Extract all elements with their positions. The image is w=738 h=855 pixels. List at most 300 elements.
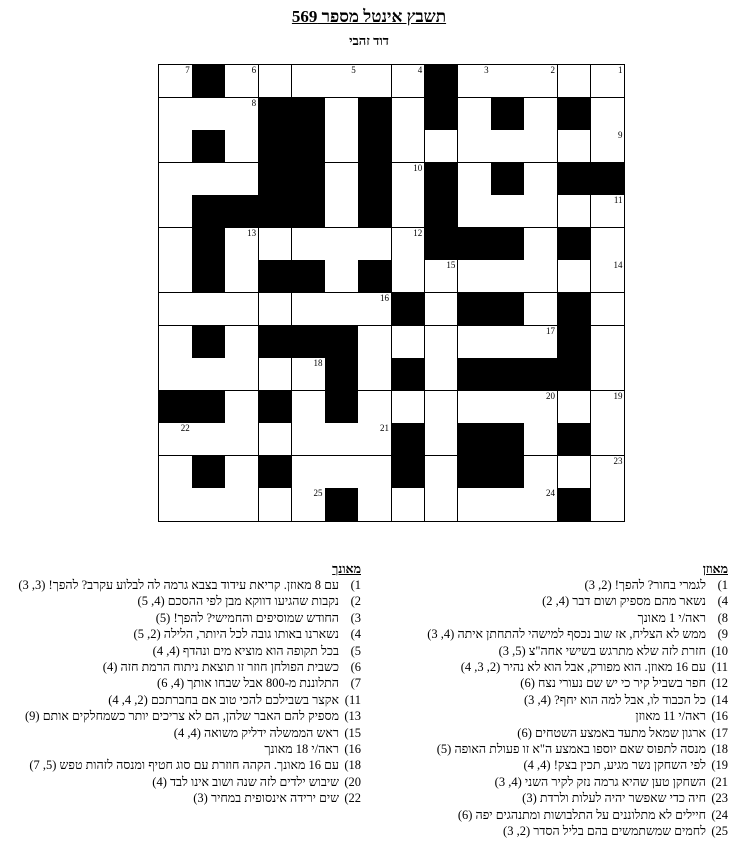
clue-text: ארגון שמאל מתעד באמצע השטחים (6) xyxy=(517,725,706,740)
grid-cell[interactable] xyxy=(458,391,492,424)
grid-cell[interactable] xyxy=(159,423,193,456)
clue-text: לפי השחקן נשר מגיע, תכין בצק! (4, 4) xyxy=(523,758,706,773)
grid-cell[interactable] xyxy=(159,65,193,98)
grid-cell-black xyxy=(425,228,459,261)
grid-cell[interactable] xyxy=(524,391,558,424)
cell-number: 19 xyxy=(613,390,623,401)
grid-cell[interactable] xyxy=(591,391,625,424)
grid-cell-black xyxy=(558,98,592,131)
grid-cell-black xyxy=(358,163,392,196)
clue-text: בכל תקופה הוא מוציא מים ונהדף (4, 4) xyxy=(152,643,339,658)
grid-cell[interactable] xyxy=(524,163,558,196)
grid-cell[interactable] xyxy=(325,195,359,228)
grid-cell[interactable] xyxy=(558,391,592,424)
grid-cell[interactable] xyxy=(392,195,426,228)
clue-text: עם 16 מאונך. הקהה חוזרת עם סוג חטיף ומנסה לזהות טפש (5, 7) xyxy=(29,758,339,773)
grid-cell-black xyxy=(458,456,492,489)
grid-cell[interactable] xyxy=(325,163,359,196)
grid-cell[interactable] xyxy=(524,228,558,261)
grid-cell[interactable] xyxy=(225,423,259,456)
grid-cell[interactable] xyxy=(591,423,625,456)
grid-cell-black xyxy=(292,163,326,196)
clue-item xyxy=(373,708,728,724)
grid-cell[interactable] xyxy=(225,65,259,98)
grid-cell-black xyxy=(325,326,359,359)
grid-cell-black xyxy=(192,65,226,98)
clue-item xyxy=(1,692,361,708)
grid-cell[interactable] xyxy=(392,326,426,359)
grid-cell[interactable] xyxy=(225,228,259,261)
clue-text: עם 8 מאוזן. קריאת עידוד בצבא גרמה לה לבלוע עקרב? להפך! (3, 3) xyxy=(18,578,339,592)
clue-item xyxy=(373,692,728,708)
grid-cell[interactable] xyxy=(225,163,259,196)
grid-cell[interactable] xyxy=(292,423,326,456)
grid-cell-black xyxy=(325,391,359,424)
grid-cell[interactable] xyxy=(558,65,592,98)
grid-cell-black xyxy=(558,358,592,391)
grid-cell[interactable] xyxy=(358,391,392,424)
grid-cell[interactable] xyxy=(325,456,359,489)
grid-cell[interactable] xyxy=(225,130,259,163)
grid-cell-black xyxy=(458,293,492,326)
grid-cell-black xyxy=(491,456,525,489)
grid-cell[interactable] xyxy=(458,488,492,521)
clue-text: חפר בשביל קיר כי יש שם נעורי נצח (6) xyxy=(520,676,706,691)
grid-cell[interactable] xyxy=(425,423,459,456)
down-clue-list xyxy=(1,577,361,807)
grid-cell[interactable] xyxy=(292,293,326,326)
grid-cell-black xyxy=(292,130,326,163)
grid-cell[interactable] xyxy=(292,456,326,489)
clue-text: השחקן טען שהיא גרמה נזק לקיר השני (4, 3) xyxy=(494,774,706,789)
grid-cell-black xyxy=(159,391,193,424)
grid-cell[interactable] xyxy=(358,228,392,261)
clue-number: 7) xyxy=(350,676,361,691)
clue-text: כשבית הפולחן חוזר זו תוצאת ניתוח הרמת חזה (4) xyxy=(102,660,339,675)
clue-item xyxy=(373,823,728,839)
cell-number: 11 xyxy=(613,195,623,206)
grid-cell[interactable] xyxy=(491,195,525,228)
clue-text: נקבות שהגיעו דווקא מבן לפי ההסכם (4, 5) xyxy=(137,594,339,609)
grid-cell-black xyxy=(192,456,226,489)
grid-cell[interactable] xyxy=(358,293,392,326)
grid-cell[interactable] xyxy=(159,456,193,489)
cell-number: 7 xyxy=(185,65,190,75)
cell-number: 5 xyxy=(351,65,356,75)
clue-number: 5) xyxy=(350,643,361,658)
grid-cell-black xyxy=(392,456,426,489)
clue-number: 25) xyxy=(711,824,728,839)
cell-number: 1 xyxy=(617,65,623,75)
grid-cell[interactable] xyxy=(259,488,293,521)
grid-cell-black xyxy=(491,163,525,196)
grid-cell[interactable] xyxy=(292,65,326,98)
clue-item xyxy=(373,577,728,593)
grid-cell-black xyxy=(192,260,226,293)
clue-item xyxy=(1,626,361,642)
cell-number: 23 xyxy=(613,455,623,466)
grid-cell[interactable] xyxy=(425,130,459,163)
clue-number: 16) xyxy=(711,709,728,724)
grid-cell[interactable] xyxy=(491,65,525,98)
clue-text: ממש לא הצליח, אז שוב נכסף למישהי להתחתן איתה (4, 3) xyxy=(427,627,706,642)
grid-cell[interactable] xyxy=(591,456,625,489)
grid-cell[interactable] xyxy=(225,358,259,391)
grid-cell[interactable] xyxy=(425,293,459,326)
grid-cell[interactable] xyxy=(325,260,359,293)
grid-cell[interactable] xyxy=(358,326,392,359)
grid-cell[interactable] xyxy=(491,391,525,424)
grid-cell[interactable] xyxy=(358,423,392,456)
grid-cell-black xyxy=(558,163,592,196)
grid-cell[interactable] xyxy=(392,391,426,424)
grid-cell[interactable] xyxy=(591,130,625,163)
grid-cell-black xyxy=(558,326,592,359)
grid-cell-black xyxy=(259,391,293,424)
grid-cell[interactable] xyxy=(524,195,558,228)
grid-cell[interactable] xyxy=(325,228,359,261)
grid-cell[interactable] xyxy=(591,98,625,131)
clue-text: לגמרי בחור? להפך! (2, 3) xyxy=(584,578,706,592)
grid-cell[interactable] xyxy=(558,195,592,228)
clue-number: 10) xyxy=(711,643,728,658)
grid-cell-black xyxy=(358,130,392,163)
grid-cell-black xyxy=(292,326,326,359)
grid-cell[interactable] xyxy=(392,260,426,293)
grid-cell[interactable] xyxy=(159,260,193,293)
clue-text: מנסה לתפוס שאם יוספו באמצע ה"א זו פעולת האופה (5) xyxy=(436,742,706,757)
grid-cell[interactable] xyxy=(591,65,625,98)
clue-text: ראה/י 11 מאוזן xyxy=(635,709,706,724)
clue-item xyxy=(373,807,728,823)
cell-number: 9 xyxy=(617,130,623,141)
clue-number: 11) xyxy=(711,660,728,675)
grid-cell[interactable] xyxy=(524,130,558,163)
clue-item xyxy=(373,675,728,691)
clue-item xyxy=(373,790,728,806)
grid-cell-black xyxy=(491,423,525,456)
clue-item xyxy=(1,774,361,790)
clue-number: 23) xyxy=(711,791,728,806)
grid-cell[interactable] xyxy=(392,130,426,163)
clue-text: כל הכבוד לו, אבל למה הוא יחף? (4, 3) xyxy=(523,692,706,707)
clue-number: 16) xyxy=(344,742,361,757)
grid-cell[interactable] xyxy=(159,98,193,131)
clue-number: 11) xyxy=(344,692,361,707)
grid-cell[interactable] xyxy=(159,358,193,391)
grid-cell[interactable] xyxy=(259,423,293,456)
cell-number: 8 xyxy=(251,97,257,108)
grid-cell[interactable] xyxy=(292,358,326,391)
cell-number: 18 xyxy=(313,358,323,369)
clue-item xyxy=(1,659,361,675)
cell-number: 21 xyxy=(379,423,389,434)
grid-cell[interactable] xyxy=(192,423,226,456)
grid-cell-black xyxy=(358,98,392,131)
grid-cell[interactable] xyxy=(591,293,625,326)
clue-text: חזרת לזה שלא מתרגש בשישי אחה"צ (5, 3) xyxy=(498,643,706,658)
cell-number: 2 xyxy=(550,65,556,75)
clue-item xyxy=(1,610,361,626)
grid-cell-black xyxy=(491,293,525,326)
grid-cell-black xyxy=(425,98,459,131)
grid-cell[interactable] xyxy=(225,391,259,424)
grid-cell[interactable] xyxy=(425,260,459,293)
clue-text: חיה כדי שאפשר יהיה לעלות ולרדת (3) xyxy=(522,791,706,806)
clue-item xyxy=(1,757,361,773)
clue-item xyxy=(1,593,361,609)
clue-number: 14) xyxy=(711,692,728,707)
clue-number: 2) xyxy=(350,594,361,609)
grid-cell[interactable] xyxy=(491,260,525,293)
grid-cell[interactable] xyxy=(159,293,193,326)
grid-cell[interactable] xyxy=(259,65,293,98)
grid-cell[interactable] xyxy=(259,358,293,391)
cell-number: 17 xyxy=(546,325,556,336)
grid-cell[interactable] xyxy=(259,228,293,261)
cell-number: 22 xyxy=(180,423,190,434)
grid-cell[interactable] xyxy=(325,293,359,326)
grid-cell[interactable] xyxy=(458,260,492,293)
grid-cell[interactable] xyxy=(225,326,259,359)
grid-cell[interactable] xyxy=(259,293,293,326)
grid-cell[interactable] xyxy=(524,488,558,521)
grid-cell[interactable] xyxy=(159,130,193,163)
clue-number: 20) xyxy=(344,774,361,789)
grid-cell-black xyxy=(491,358,525,391)
cell-number: 4 xyxy=(417,65,423,75)
grid-cell[interactable] xyxy=(392,163,426,196)
grid-cell[interactable] xyxy=(325,65,359,98)
clue-text: שיבוש ילדים לזה שנה ושוב אינו לבד (4) xyxy=(152,774,339,789)
grid-cell-black xyxy=(225,195,259,228)
clue-number: 1) xyxy=(350,578,361,592)
grid-cell-black xyxy=(259,130,293,163)
grid-cell[interactable] xyxy=(425,488,459,521)
grid-cell[interactable] xyxy=(458,195,492,228)
grid-cell-black xyxy=(292,195,326,228)
clue-number: 9) xyxy=(717,627,728,642)
grid-cell[interactable] xyxy=(225,293,259,326)
grid-cell[interactable] xyxy=(392,488,426,521)
grid-cell[interactable] xyxy=(358,456,392,489)
clue-item xyxy=(373,643,728,659)
grid-cell[interactable] xyxy=(225,456,259,489)
grid-cell[interactable] xyxy=(325,98,359,131)
cell-number: 16 xyxy=(379,293,389,303)
grid-cell-black xyxy=(259,326,293,359)
cell-number: 3 xyxy=(484,65,489,75)
clue-number: 4) xyxy=(717,594,728,609)
clue-item xyxy=(373,757,728,773)
grid-cell[interactable] xyxy=(192,293,226,326)
grid-cell-black xyxy=(591,163,625,196)
grid-cell[interactable] xyxy=(358,65,392,98)
grid-cell-black xyxy=(358,260,392,293)
grid-cell-black xyxy=(458,228,492,261)
cell-number: 12 xyxy=(413,227,423,238)
grid-cell-black xyxy=(491,228,525,261)
clue-item xyxy=(1,643,361,659)
grid-cell[interactable] xyxy=(159,488,193,521)
grid-cell[interactable] xyxy=(358,358,392,391)
grid-cell[interactable] xyxy=(491,488,525,521)
grid-cell-black xyxy=(192,195,226,228)
across-clue-list xyxy=(373,577,728,840)
clue-number: 22) xyxy=(344,791,361,806)
clue-item xyxy=(1,741,361,757)
grid-cell-black xyxy=(192,326,226,359)
grid-cell[interactable] xyxy=(591,228,625,261)
grid-cell[interactable] xyxy=(558,456,592,489)
clue-number: 13) xyxy=(344,709,361,724)
grid-cell[interactable] xyxy=(292,228,326,261)
grid-cell-black xyxy=(425,195,459,228)
grid-cell[interactable] xyxy=(192,98,226,131)
grid-cell-black xyxy=(259,98,293,131)
grid-cell[interactable] xyxy=(524,98,558,131)
grid-cell[interactable] xyxy=(491,130,525,163)
grid-cell-black xyxy=(259,195,293,228)
grid-cell-black xyxy=(491,98,525,131)
grid-cell-black xyxy=(192,391,226,424)
cell-number: 10 xyxy=(413,162,423,173)
grid-cell-black xyxy=(192,228,226,261)
crossword-grid xyxy=(158,64,625,522)
clue-text: מספיק להם האבר שלהן, הם לא צריכים יותר כשמחלקים אותם (9) xyxy=(25,709,339,724)
clue-text: נשאר מהם מספיק ושום דבר (4, 2) xyxy=(542,594,706,609)
clue-item xyxy=(373,610,728,626)
grid-cell-black xyxy=(392,423,426,456)
grid-cell[interactable] xyxy=(225,488,259,521)
grid-cell-black xyxy=(425,163,459,196)
clue-text: ראש הממשלה ידליק משואה (4, 4) xyxy=(173,725,339,740)
grid-cell-black xyxy=(325,358,359,391)
cell-number: 20 xyxy=(546,390,556,401)
clue-item xyxy=(373,741,728,757)
grid-cell[interactable] xyxy=(591,488,625,521)
grid-cell[interactable] xyxy=(192,488,226,521)
grid-cell[interactable] xyxy=(524,326,558,359)
grid-cell-black xyxy=(259,163,293,196)
grid-cell-black xyxy=(259,456,293,489)
grid-cell[interactable] xyxy=(392,228,426,261)
clue-number: 4) xyxy=(350,627,361,642)
grid-cell-black xyxy=(524,358,558,391)
grid-cell[interactable] xyxy=(458,98,492,131)
grid-cell-black xyxy=(458,358,492,391)
clue-number: 19) xyxy=(711,758,728,773)
grid-cell[interactable] xyxy=(591,326,625,359)
grid-cell[interactable] xyxy=(325,423,359,456)
grid-cell[interactable] xyxy=(591,260,625,293)
grid-cell[interactable] xyxy=(524,456,558,489)
cell-number: 15 xyxy=(446,260,456,271)
clue-item xyxy=(373,626,728,642)
clue-number: 3) xyxy=(350,610,361,625)
grid-cell-black xyxy=(192,130,226,163)
grid-cell[interactable] xyxy=(225,260,259,293)
clue-number: 8) xyxy=(717,610,728,625)
grid-cell-black xyxy=(392,358,426,391)
grid-cell[interactable] xyxy=(591,195,625,228)
clue-text: לחמים שמשתמשים בהם בליל הסדר (2, 3) xyxy=(503,824,706,839)
grid-cell[interactable] xyxy=(558,130,592,163)
grid-cell-black xyxy=(558,423,592,456)
clue-item xyxy=(373,774,728,790)
grid-cell[interactable] xyxy=(159,195,193,228)
grid-cell[interactable] xyxy=(159,228,193,261)
clue-item xyxy=(1,577,361,593)
clue-number: 6) xyxy=(350,660,361,675)
across-heading: מאוזן xyxy=(702,562,728,576)
down-clues xyxy=(1,561,361,807)
grid-cell[interactable] xyxy=(425,391,459,424)
clue-item xyxy=(373,593,728,609)
grid-cell[interactable] xyxy=(225,98,259,131)
grid-cell[interactable] xyxy=(159,163,193,196)
grid-cell[interactable] xyxy=(524,423,558,456)
clue-number: 21) xyxy=(711,774,728,789)
grid-cell[interactable] xyxy=(425,326,459,359)
cell-number: 25 xyxy=(313,488,323,499)
cell-number: 14 xyxy=(613,260,623,271)
grid-cell-black xyxy=(358,195,392,228)
grid-cell[interactable] xyxy=(192,358,226,391)
grid-cell[interactable] xyxy=(292,488,326,521)
grid-cell[interactable] xyxy=(425,358,459,391)
clue-item xyxy=(1,708,361,724)
grid-cell[interactable] xyxy=(392,98,426,131)
clue-text: שים ירידה אינסופית במחיר (3) xyxy=(193,791,339,806)
grid-cell[interactable] xyxy=(524,260,558,293)
grid-cell-black xyxy=(425,65,459,98)
clue-number: 1) xyxy=(717,578,728,592)
grid-cell[interactable] xyxy=(524,293,558,326)
grid-cell-black xyxy=(292,260,326,293)
grid-cell[interactable] xyxy=(392,65,426,98)
grid-cell-black xyxy=(325,488,359,521)
grid-cell-black xyxy=(558,488,592,521)
grid-cell-black xyxy=(558,293,592,326)
grid-cell[interactable] xyxy=(491,326,525,359)
grid-cell[interactable] xyxy=(524,65,558,98)
grid-cell[interactable] xyxy=(292,391,326,424)
grid-cell[interactable] xyxy=(325,130,359,163)
grid-cell[interactable] xyxy=(358,488,392,521)
grid-cell-black xyxy=(458,423,492,456)
clue-number: 15) xyxy=(344,725,361,740)
grid-cell-black xyxy=(292,98,326,131)
clue-text: ראה/י 18 מאונך xyxy=(264,742,339,757)
grid-cell[interactable] xyxy=(159,326,193,359)
grid-cell[interactable] xyxy=(558,260,592,293)
across-clues xyxy=(373,561,728,840)
clue-text: החודש שמוסיפים והחמישי? להפך! (5) xyxy=(155,610,339,625)
grid-cell[interactable] xyxy=(458,65,492,98)
clue-item xyxy=(1,675,361,691)
clue-text: ראה/י 1 מאונך xyxy=(637,610,706,625)
grid-cell[interactable] xyxy=(192,163,226,196)
puzzle-author: דוד זהבי xyxy=(349,33,389,48)
grid-cell[interactable] xyxy=(591,358,625,391)
clue-text: התלוננת מ-800 אבל שבחו אותך (4, 6) xyxy=(157,676,339,691)
cell-number: 13 xyxy=(247,227,257,238)
grid-cell[interactable] xyxy=(458,163,492,196)
grid-cell[interactable] xyxy=(425,456,459,489)
grid-cell[interactable] xyxy=(458,130,492,163)
grid-cell[interactable] xyxy=(458,326,492,359)
